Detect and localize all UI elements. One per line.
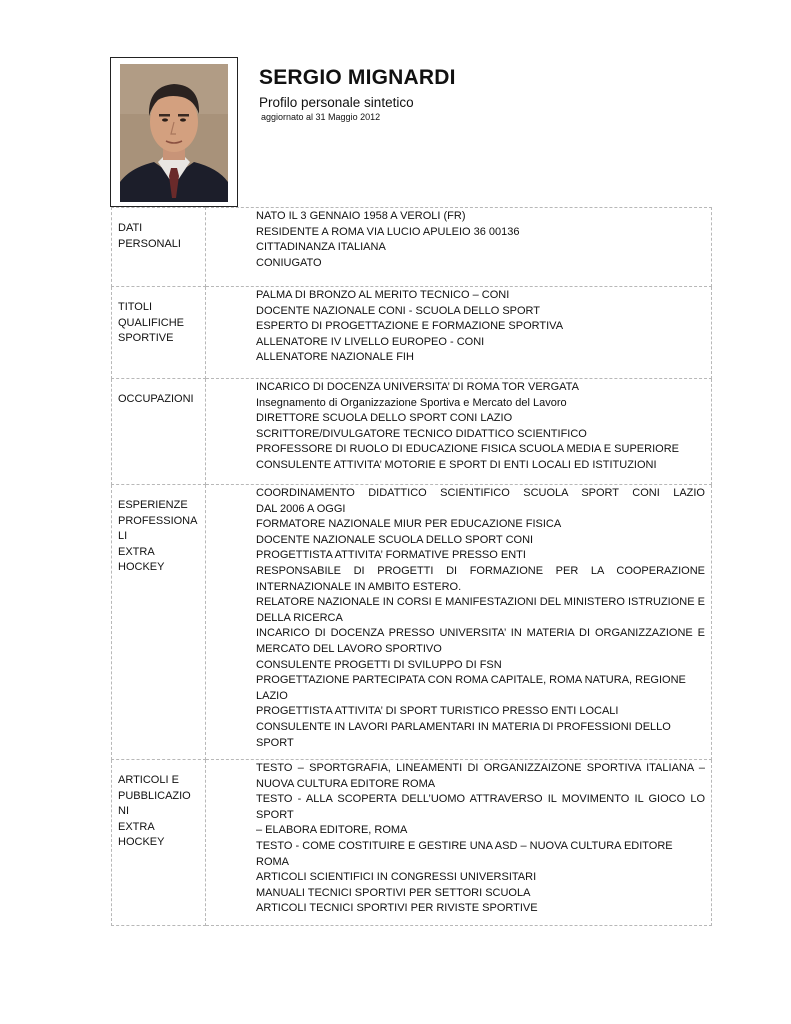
section-label bbox=[112, 760, 206, 926]
section-item: SCRITTORE/DIVULGATORE TECNICO DIDATTICO SCIENTIFICO bbox=[256, 427, 587, 440]
section-item: DIRETTORE SCUOLA DELLO SPORT CONI LAZIO bbox=[256, 412, 513, 425]
section-item: PROGETTISTA ATTIVITA’ FORMATIVE PRESSO ENTI bbox=[256, 549, 526, 562]
section-label bbox=[112, 485, 206, 760]
cv-section-row bbox=[112, 485, 712, 760]
section-label-line: ESPERIENZE bbox=[118, 499, 188, 511]
section-content bbox=[206, 379, 712, 485]
section-item: INCARICO DI DOCENZA UNIVERSITA’ DI ROMA TOR VERGATA bbox=[256, 381, 579, 393]
section-label bbox=[112, 287, 206, 379]
cv-section-row bbox=[112, 760, 712, 926]
section-item: PROFESSORE DI RUOLO DI EDUCAZIONE FISICA SCUOLA MEDIA E SUPERIORE bbox=[256, 443, 679, 456]
update-date: aggiornato al 31 Maggio 2012 bbox=[261, 112, 381, 122]
cv-section-row bbox=[112, 287, 712, 379]
section-item: TESTO – SPORTGRAFIA, LINEAMENTI DI ORGANIZZAIZONE SPORTIVA ITALIANA – bbox=[256, 762, 705, 775]
section-item: RESPONSABILE DI PROGETTI DI FORMAZIONE PER LA COOPERAZIONE bbox=[256, 564, 705, 577]
section-item: ARTICOLI TECNICI SPORTIVI PER RIVISTE SPORTIVE bbox=[256, 902, 538, 915]
section-item: ALLENATORE NAZIONALE FIH bbox=[256, 351, 414, 364]
section-item: TESTO - ALLA SCOPERTA DELL’UOMO ATTRAVERSO IL MOVIMENTO IL GIOCO LO SPORT bbox=[256, 793, 705, 821]
section-item: RESIDENTE A ROMA VIA LUCIO APULEIO 36 00136 bbox=[256, 225, 520, 238]
section-content bbox=[206, 760, 712, 926]
section-label-line: PERSONALI bbox=[118, 237, 181, 250]
section-label-line: TITOLI bbox=[118, 301, 153, 313]
section-item: INCARICO DI DOCENZA PRESSO UNIVERSITA’ IN MATERIA DI ORGANIZZAZIONE E bbox=[256, 627, 705, 640]
section-content bbox=[206, 208, 712, 287]
section-item: CONSULENTE ATTIVITA’ MOTORIE E SPORT DI ENTI LOCALI ED ISTITUZIONI bbox=[256, 458, 657, 471]
section-item: CONSULENTE IN LAVORI PARLAMENTARI IN MATERIA DI PROFESSIONI DELLO SPORT bbox=[256, 720, 671, 749]
section-item: PALMA DI BRONZO AL MERITO TECNICO – CONI bbox=[256, 289, 510, 301]
profile-photo-frame bbox=[110, 57, 238, 207]
section-content bbox=[206, 485, 712, 760]
section-label-line: NI bbox=[118, 805, 129, 818]
section-item: ESPERTO DI PROGETTAZIONE E FORMAZIONE SPORTIVA bbox=[256, 320, 564, 333]
section-item: FORMATORE NAZIONALE MIUR PER EDUCAZIONE FISICA bbox=[256, 518, 562, 531]
cv-section-row bbox=[112, 379, 712, 485]
section-item: CONSULENTE PROGETTI DI SVILUPPO DI FSN bbox=[256, 658, 502, 671]
section-item: DELLA RICERCA bbox=[256, 611, 343, 624]
section-label-line: ARTICOLI E bbox=[118, 774, 179, 787]
section-item: DAL 2006 A OGGI bbox=[256, 502, 346, 515]
section-label-line: DATI bbox=[118, 222, 143, 234]
section-label bbox=[112, 208, 206, 287]
section-label-line: PUBBLICAZIO bbox=[118, 789, 191, 802]
profile-photo bbox=[120, 64, 228, 202]
section-item: TESTO - COME COSTITUIRE E GESTIRE UNA ASD – NUOVA CULTURA EDITORE ROMA bbox=[256, 840, 673, 868]
section-item: CONIUGATO bbox=[256, 256, 322, 269]
section-item: MERCATO DEL LAVORO SPORTIVO bbox=[256, 642, 442, 655]
section-label-line: QUALIFICHE bbox=[118, 316, 185, 329]
section-item: – ELABORA EDITORE, ROMA bbox=[256, 824, 408, 837]
section-label-line: EXTRA bbox=[118, 545, 155, 558]
document-subtitle: Profilo personale sintetico bbox=[259, 95, 414, 110]
section-item: DOCENTE NAZIONALE CONI - SCUOLA DELLO SPORT bbox=[256, 304, 541, 317]
section-item: MANUALI TECNICI SPORTIVI PER SETTORI SCUOLA bbox=[256, 886, 531, 899]
section-item: NATO IL 3 GENNAIO 1958 A VEROLI (FR) bbox=[256, 210, 466, 222]
person-name: SERGIO MIGNARDI bbox=[259, 66, 456, 89]
portrait-illustration bbox=[120, 64, 228, 202]
section-label-line: LI bbox=[118, 530, 128, 543]
section-label-line: OCCUPAZIONI bbox=[118, 393, 194, 405]
section-item: ARTICOLI SCIENTIFICI IN CONGRESSI UNIVERSITARI bbox=[256, 871, 537, 884]
cv-section-row bbox=[112, 208, 712, 287]
section-label-line: HOCKEY bbox=[118, 836, 165, 849]
section-label-line: HOCKEY bbox=[118, 561, 165, 574]
section-item: CITTADINANZA ITALIANA bbox=[256, 241, 386, 254]
section-item: DOCENTE NAZIONALE SCUOLA DELLO SPORT CONI bbox=[256, 533, 534, 546]
section-item: INTERNAZIONALE IN AMBITO ESTERO. bbox=[256, 580, 462, 593]
section-item: ALLENATORE IV LIVELLO EUROPEO - CONI bbox=[256, 335, 485, 348]
section-item: COORDINAMENTO DIDATTICO SCIENTIFICO SCUOLA SPORT CONI LAZIO bbox=[256, 487, 705, 499]
section-label-line: PROFESSIONA bbox=[118, 514, 198, 527]
section-item: PROGETTAZIONE PARTECIPATA CON ROMA CAPITALE, ROMA NATURA, REGIONE LAZIO bbox=[256, 674, 686, 702]
section-label-line: SPORTIVE bbox=[118, 332, 174, 345]
section-content bbox=[206, 287, 712, 379]
section-item: PROGETTISTA ATTIVITA’ DI SPORT TURISTICO PRESSO ENTI LOCALI bbox=[256, 705, 619, 718]
section-item: NUOVA CULTURA EDITORE ROMA bbox=[256, 777, 436, 790]
section-item: RELATORE NAZIONALE IN CORSI E MANIFESTAZIONI DEL MINISTERO ISTRUZIONE E bbox=[256, 596, 705, 609]
section-label-line: EXTRA bbox=[118, 820, 155, 833]
cv-table bbox=[111, 207, 712, 926]
section-item: Insegnamento di Organizzazione Sportiva e Mercato del Lavoro bbox=[256, 396, 567, 409]
section-label bbox=[112, 379, 206, 485]
